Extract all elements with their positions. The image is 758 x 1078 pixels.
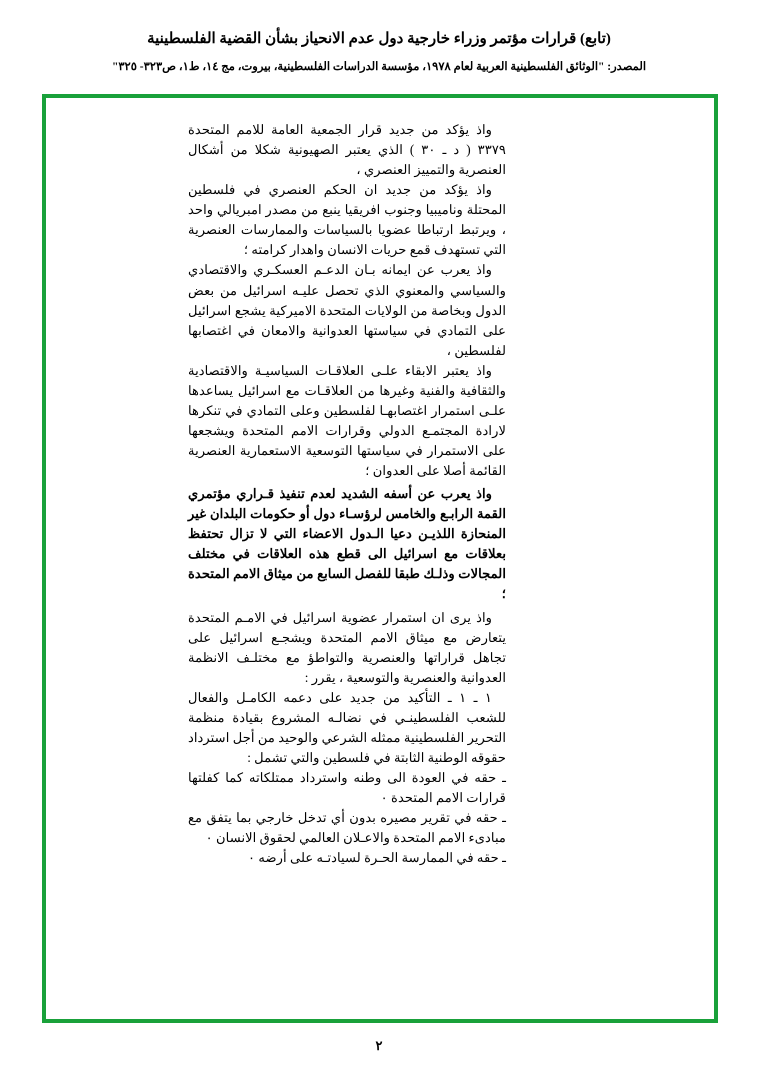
source-line: المصدر: "الوثائق الفلسطينية العربية لعام ١٩٧٨، مؤسسة الدراسات الفلسطينية، بيروت، مج ١٤، ط١، ص٣٢٣- ٣٢٥": [111, 61, 647, 73]
paragraph-1: واذ يؤكد من جديد قرار الجمعية العامة للامم المتحدة ٣٣٧٩ ( د ـ ٣٠ ) الذي يعتبر الصهيونية شكلا من أشكال العنصرية والتمييز العنصري ،: [188, 122, 506, 178]
list-item: ـ حقه في تقرير مصيره بدون أي تدخل خارجي بما يتفق مع مبادىء الامم المتحدة والاعـلان العالمي لحقوق الانسان ٠: [188, 810, 506, 846]
document-header: [0, 0, 758, 75]
paragraph-6: واذ يرى ان استمرار عضوية اسرائيل في الامـم المتحدة يتعارض مع ميثاق الامم المتحدة ويشجـع اسرائيل على تجاهل قراراتها والعنصرية والتواطؤ مع مختلـف الانظمة العدوانية والعنصرية والتوسعية ، يقرر :: [188, 609, 506, 685]
content-frame: [42, 94, 718, 1023]
paragraph-2: واذ يؤكد من جديد ان الحكم العنصري في فلسطين المحتلة وناميبيا وجنوب افريقيا ينبع من مصدر امبريالي واحد ، ويرتبط ارتباطا عضويا بالسياسات والممارسات العنصرية التي تستهدف قمع حريات الانسان واهدار كرامته ؛: [188, 182, 506, 258]
paragraph-4: واذ يعتبر الابقاء علـى العلاقـات السياسيـة والاقتصادية والثقافية والفنية وغيرها من العلاقـات مع اسرائيل يساعدها علـى استمرار اغتصابهـا لفلسطين وعلى التمادي في تنكرها لارادة المجتمـع الدولي وقرارات الامم المتحدة ويشجعها على الاستمرار في سياستها التوسعية الاستعمارية العنصرية القائمة أصلا على العدوان ؛: [188, 362, 506, 479]
list-item: ـ حقه في الممارسة الحـرة لسيادتـه على أرضه ٠: [248, 850, 506, 866]
page-number: ٢: [375, 1038, 383, 1053]
paragraph-7: ١ ـ ١ ـ التأكيد من جديد على دعمه الكامـل والفعال للشعب الفلسطينـي في نضالـه المشروع بقيادة منظمة التحرير الفلسطينية ممثله الشرعي والوحيد من أجل استرداد حقوقه الوطنية الثابتة في فلسطين والتي تشمل :: [188, 689, 506, 765]
paragraph-3: واذ يعرب عن ايمانه بـان الدعـم العسكـري والاقتصادي والسياسي والمعنوي الذي تحصل عليـه اسرائيل من بعض الدول وبخاصة من الولايات المتحدة الاميركية يشجع اسرائيل على التمادي في سياستها العدوانية والامعان في اغتصابها لفلسطين ،: [188, 262, 506, 358]
list-item: ـ حقه في العودة الى وطنه واسترداد ممتلكاته كما كفلتها قرارات الامم المتحدة ٠: [188, 770, 506, 806]
paragraph-5: واذ يعرب عن أسفه الشديد لعدم تنفيذ قـراري مؤتمري القمة الرابـع والخامس لرؤسـاء دول أو حكومات البلدان غير المنحازة اللذيـن دعيا الـدول الاعضاء التي لا تزال تحتفظ بعلاقات مع اسرائيل الى قطع هذه العلاقات في مختلف المجالات وذلـك طبقا للفصل السابع من ميثاق الامم المتحدة ؛: [188, 486, 506, 602]
page-title: (تابع) قرارات مؤتمر وزراء خارجية دول عدم الانحياز بشأن القضية الفلسطينية: [147, 31, 611, 47]
document-body: [188, 120, 506, 868]
